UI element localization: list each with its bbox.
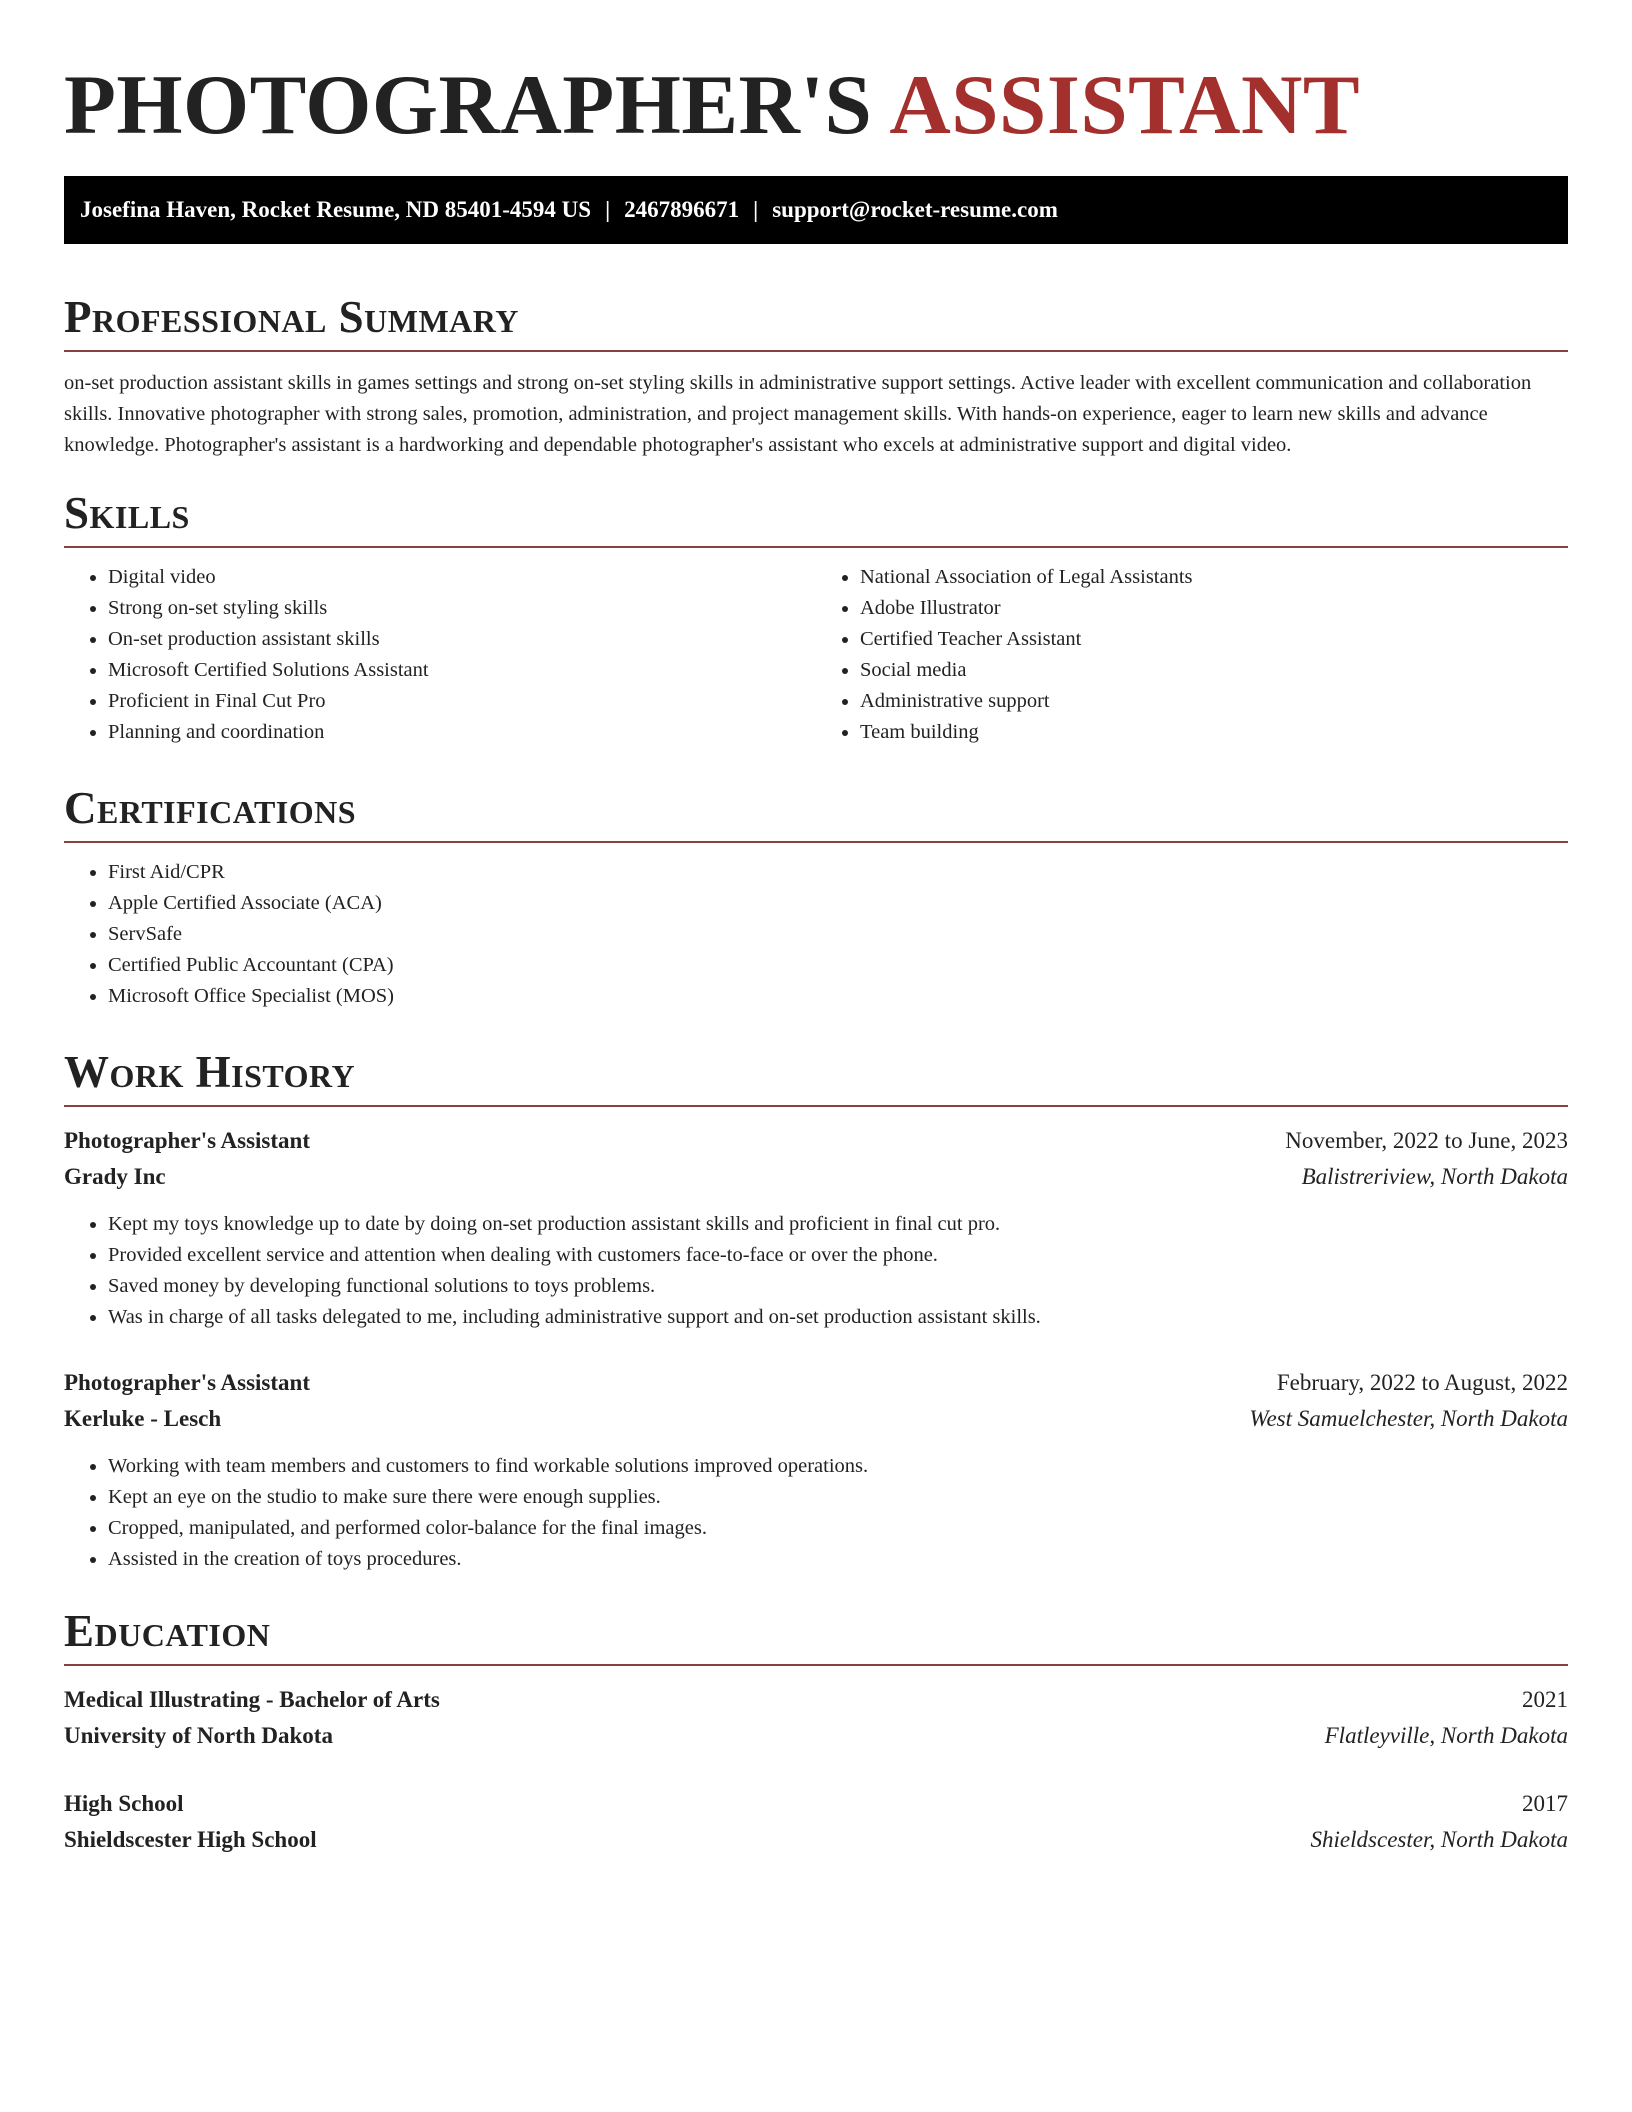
job-duty: • Saved money by developing functional solutions to toys problems. [108, 1271, 1568, 1302]
job-duty: • Kept my toys knowledge up to date by doing on-set production assistant skills and proficient in final cut pro. [108, 1209, 1568, 1240]
job-company: Grady Inc [64, 1164, 166, 1189]
job-entry [64, 1365, 1568, 1575]
job-entry [64, 1123, 1568, 1333]
education-entry [64, 1786, 1568, 1858]
work-history-heading: Work History [64, 1047, 356, 1097]
education-entry [64, 1682, 1568, 1754]
skill-item: • Microsoft Certified Solutions Assistant [108, 655, 816, 686]
skills-list-right [816, 562, 1568, 748]
skill-item: • Proficient in Final Cut Pro [108, 686, 816, 717]
education-location: Shieldscester, North Dakota [1310, 1827, 1568, 1852]
resume-name [64, 55, 1568, 155]
skill-item: • Administrative support [860, 686, 1568, 717]
work-history-section [64, 1044, 1568, 1575]
job-duties-list [64, 1451, 1568, 1575]
education-school-row [64, 1822, 1568, 1858]
education-school: University of North Dakota [64, 1723, 333, 1748]
contact-address: Josefina Haven, Rocket Resume, ND 85401-4594 US [80, 197, 592, 222]
job-duty: • Provided excellent service and attention when dealing with customers face-to-face or over the phone. [108, 1240, 1568, 1271]
certification-item: • Microsoft Office Specialist (MOS) [108, 981, 1568, 1012]
name-accent: ASSISTANT [889, 58, 1361, 152]
job-dates: February, 2022 to August, 2022 [1276, 1370, 1568, 1395]
job-duty: • Working with team members and customers to find workable solutions improved operations. [108, 1451, 1568, 1482]
certification-item: • Certified Public Accountant (CPA) [108, 950, 1568, 981]
education-location: Flatleyville, North Dakota [1324, 1723, 1568, 1748]
certifications-heading: Certifications [64, 783, 357, 833]
skill-item: • Certified Teacher Assistant [860, 624, 1568, 655]
job-duty: • Cropped, manipulated, and performed color-balance for the final images. [108, 1513, 1568, 1544]
summary-section [64, 289, 1568, 461]
job-company-row [64, 1159, 1568, 1195]
job-location: West Samuelchester, North Dakota [1249, 1406, 1568, 1431]
job-role: Photographer's Assistant [64, 1128, 310, 1153]
name-main: PHOTOGRAPHER'S [64, 58, 873, 152]
job-company: Kerluke - Lesch [64, 1406, 222, 1431]
section-divider [64, 1105, 1568, 1107]
skill-item: • National Association of Legal Assistants [860, 562, 1568, 593]
certifications-section [64, 780, 1568, 1012]
summary-text: on-set production assistant skills in games settings and strong on-set styling skills in administrative support settings. Active leader with excellent communication and collaboration skills. Innovative photographer with strong sales, promotion, administration, and project management skills. With hands-on experience, eager to learn new skills and advance knowledge. Photographer's assistant is a hardworking and dependable photographer's assistant who excels at administrative support and digital video. [64, 372, 1532, 456]
job-duty: • Was in charge of all tasks delegated to me, including administrative support and on-set production assistant skills. [108, 1302, 1568, 1333]
job-location: Balistreriview, North Dakota [1301, 1164, 1568, 1189]
job-company-row [64, 1401, 1568, 1437]
section-divider [64, 1664, 1568, 1666]
skills-grid [64, 562, 1568, 748]
education-header-row [64, 1786, 1568, 1822]
job-dates: November, 2022 to June, 2023 [1285, 1128, 1568, 1153]
education-school: Shieldscester High School [64, 1827, 317, 1852]
education-year: 2017 [1522, 1791, 1568, 1816]
certification-item: • ServSafe [108, 919, 1568, 950]
education-header-row [64, 1682, 1568, 1718]
skill-item: • Planning and coordination [108, 717, 816, 748]
skill-item: • Team building [860, 717, 1568, 748]
skill-item: • Digital video [108, 562, 816, 593]
education-school-row [64, 1718, 1568, 1754]
job-role: Photographer's Assistant [64, 1370, 310, 1395]
skills-list-left [64, 562, 816, 748]
education-heading: Education [64, 1606, 271, 1656]
contact-separator: | [605, 197, 611, 222]
education-degree: High School [64, 1791, 184, 1816]
certifications-list [64, 857, 1568, 1012]
skill-item: • Social media [860, 655, 1568, 686]
job-duty: • Assisted in the creation of toys procedures. [108, 1544, 1568, 1575]
section-divider [64, 350, 1568, 352]
skills-section [64, 485, 1568, 748]
job-header-row [64, 1123, 1568, 1159]
contact-separator: | [753, 197, 759, 222]
section-divider [64, 841, 1568, 843]
section-divider [64, 546, 1568, 548]
certification-item: • First Aid/CPR [108, 857, 1568, 888]
job-header-row [64, 1365, 1568, 1401]
contact-phone: 2467896671 [624, 197, 740, 222]
education-degree: Medical Illustrating - Bachelor of Arts [64, 1687, 440, 1712]
skill-item: • Strong on-set styling skills [108, 593, 816, 624]
skill-item: • On-set production assistant skills [108, 624, 816, 655]
certification-item: • Apple Certified Associate (ACA) [108, 888, 1568, 919]
education-section [64, 1603, 1568, 1858]
contact-bar [64, 176, 1568, 244]
contact-email: support@rocket-resume.com [772, 197, 1058, 222]
education-year: 2021 [1522, 1687, 1568, 1712]
job-duty: • Kept an eye on the studio to make sure there were enough supplies. [108, 1482, 1568, 1513]
skills-heading: Skills [64, 488, 190, 538]
job-duties-list [64, 1209, 1568, 1333]
summary-heading: Professional Summary [64, 292, 519, 342]
skill-item: • Adobe Illustrator [860, 593, 1568, 624]
